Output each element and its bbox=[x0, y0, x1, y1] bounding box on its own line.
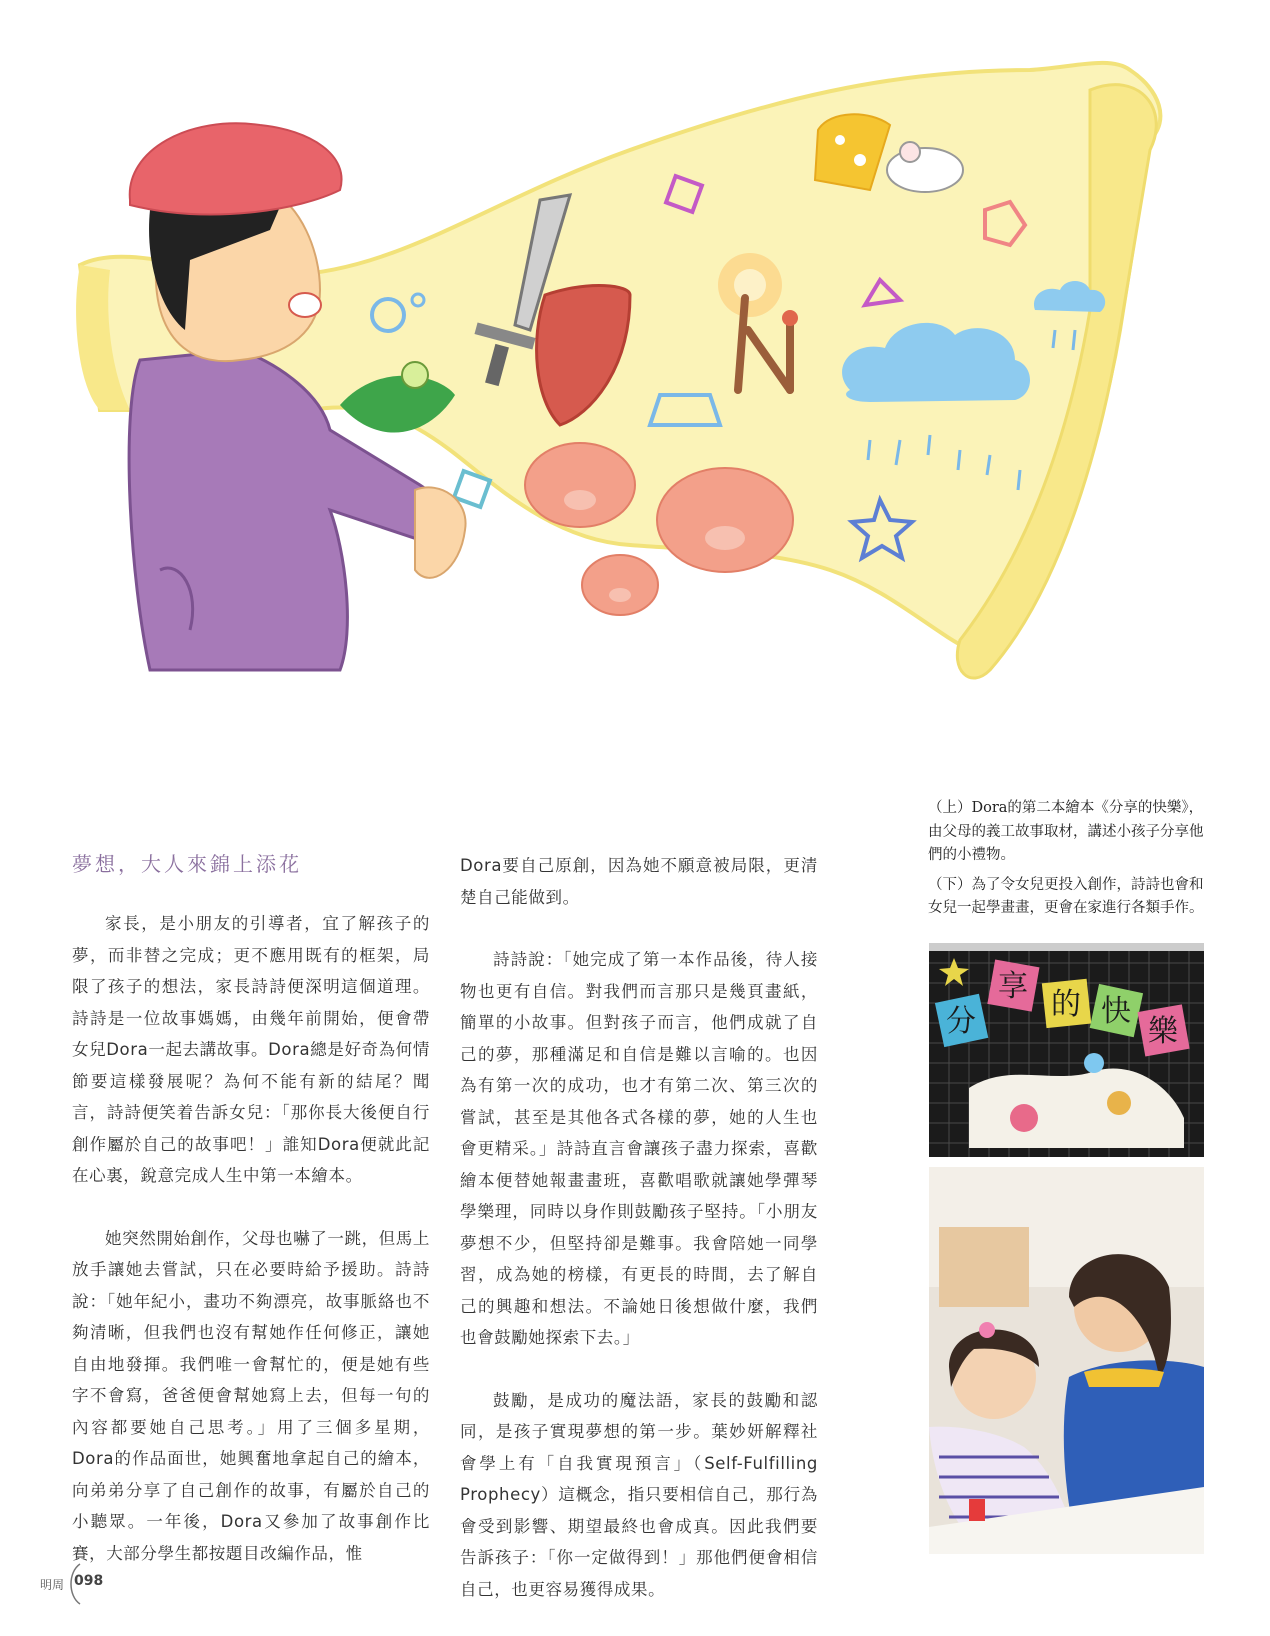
paragraph: 家長，是小朋友的引導者，宜了解孩子的夢，而非替之完成；更不應用既有的框架，局限了孩子的想法，家長詩詩便深明這個道理。詩詩是一位故事媽媽，由幾年前開始，便會帶女兒Dora一起去講故事。Dora總是好奇為何情節要這樣發展呢？為何不能有新的結尾？聞言，詩詩便笑着告訴女兒：「那你長大後便自行創作屬於自己的故事吧！」誰知Dora便就此記在心裏，銳意完成人生中第一本繪本。 bbox=[72, 914, 430, 1185]
magazine-brand: 明周 bbox=[40, 1578, 65, 1592]
article-column-1 bbox=[72, 908, 430, 1600]
book-title-char: 的 bbox=[1051, 987, 1081, 1022]
article-column-2 bbox=[460, 850, 818, 1636]
section-heading: 夢想，大人來錦上添花 bbox=[72, 852, 302, 876]
photo-captions bbox=[928, 797, 1205, 927]
caption-bottom: （下）為了令女兒更投入創作，詩詩也會和女兒一起學畫畫，更會在家進行各類手作。 bbox=[928, 876, 1204, 916]
dream-scroll-illustration bbox=[70, 30, 1220, 730]
book-title-char: 樂 bbox=[1148, 1014, 1178, 1049]
book-title-char: 享 bbox=[998, 969, 1028, 1004]
caption-top: （上）Dora的第二本繪本《分享的快樂》，由父母的義工故事取材，講述小孩子分享他們的小禮物。 bbox=[928, 800, 1204, 863]
page-number: 098 bbox=[74, 1573, 104, 1589]
paragraph: 詩詩說：「她完成了第一本作品後，待人接物也更有自信。對我們而言那只是幾頁畫紙，簡單的小故事。但對孩子而言，他們成就了自己的夢，那種滿足和自信是難以言喻的。也因為有第一次的成功，也才有第二次、第三次的嘗試，甚至是其他各式各樣的夢，她的人生也會更精采。」詩詩直言會讓孩子盡力探索，喜歡繪本便替她報畫畫班，喜歡唱歌就讓她學彈琴學樂理，同時以身作則鼓勵孩子堅持。「小朋友夢想不少，但堅持卻是難事。我會陪她一同學習，成為她的榜樣，有更長的時間，去了解自己的興趣和想法。不論她日後想做什麼，我們也會鼓勵她探索下去。」 bbox=[460, 950, 818, 1347]
paragraph: 她突然開始創作，父母也嚇了一跳，但馬上放手讓她去嘗試，只在必要時給予援助。詩詩說：「她年紀小，畫功不夠漂亮，故事脈絡也不夠清晰，但我們也沒有幫她作任何修正，讓她自由地發揮。我們唯一會幫忙的，便是她有些字不會寫，爸爸便會幫她寫上去，但每一句的內容都要她自己思考。」用了三個多星期，Dora的作品面世，她興奮地拿起自己的繪本，向弟弟分享了自己創作的故事，有屬於自己的小聽眾。一年後，Dora又參加了故事創作比賽，大部分學生都按題目改編作品，惟 bbox=[72, 1228, 430, 1563]
paragraph: Dora要自己原創，因為她不願意被局限，更清楚自己能做到。 bbox=[460, 856, 818, 907]
paragraph: 鼓勵，是成功的魔法語，家長的鼓勵和認同，是孩子實現夢想的第一步。葉妙妍解釋社會學上有「自我實現預言」（Self-Fulfilling Prophecy）這概念，指只要相信自己，那行為會受到影響、期望最終也會成真。因此我們要告訴孩子：「你一定做得到！」那他們便會相信自己，也更容易獲得成果。 bbox=[460, 1390, 818, 1599]
mother-daughter-photo bbox=[929, 1167, 1204, 1554]
book-title-char: 快 bbox=[1101, 994, 1131, 1029]
book-title-char: 分 bbox=[946, 1004, 976, 1039]
picture-book-photo bbox=[929, 943, 1204, 1157]
